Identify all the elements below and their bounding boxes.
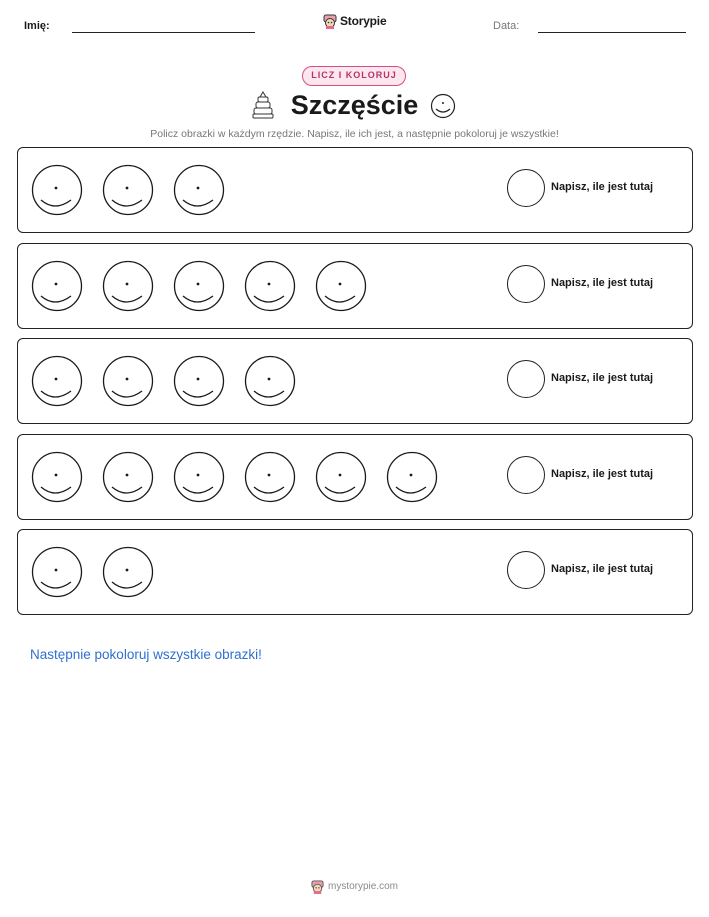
- page-title: Szczęście: [290, 90, 419, 120]
- faces-group: [31, 260, 367, 312]
- faces-group: [31, 451, 438, 503]
- activity-badge: LICZ I KOLORUJ: [302, 66, 406, 86]
- footer-note: Następnie pokoloruj wszystkie obrazki!: [30, 647, 262, 662]
- happy-face-icon[interactable]: [102, 451, 154, 503]
- happy-face-icon[interactable]: [386, 451, 438, 503]
- happy-face-icon[interactable]: [173, 260, 225, 312]
- happy-face-icon[interactable]: [102, 546, 154, 598]
- instructions-text: Policz obrazki w każdym rzędzie. Napisz, ile ich jest, a następnie pokoloruj je wszystkie!: [150, 128, 559, 140]
- name-label: Imię:: [24, 20, 50, 32]
- happy-face-icon[interactable]: [244, 260, 296, 312]
- answer-prompt: Napisz, ile jest tutaj: [551, 276, 654, 289]
- storypie-mascot-icon: [311, 879, 324, 894]
- footer-website: mystorypie.com: [327, 881, 398, 892]
- happy-face-icon[interactable]: [173, 355, 225, 407]
- counting-row: [17, 338, 693, 424]
- happy-face-icon[interactable]: [31, 164, 83, 216]
- answer-circle[interactable]: [507, 456, 545, 494]
- happy-face-icon[interactable]: [173, 164, 225, 216]
- counting-row: [17, 434, 693, 520]
- smiley-icon: [430, 93, 456, 119]
- happy-face-icon[interactable]: [315, 451, 367, 503]
- happy-face-icon[interactable]: [31, 355, 83, 407]
- faces-group: [31, 546, 154, 598]
- date-field-line[interactable]: [538, 32, 686, 33]
- happy-face-icon[interactable]: [102, 164, 154, 216]
- date-label: Data:: [493, 20, 520, 32]
- answer-prompt: Napisz, ile jest tutaj: [551, 467, 654, 480]
- faces-group: [31, 164, 225, 216]
- answer-prompt: Napisz, ile jest tutaj: [551, 372, 654, 384]
- happy-face-icon[interactable]: [102, 355, 154, 407]
- happy-face-icon[interactable]: [244, 451, 296, 503]
- counting-rows: [17, 147, 693, 625]
- counting-row: [17, 147, 693, 233]
- logo-text: Storypie: [340, 14, 387, 28]
- counting-row: [17, 243, 693, 329]
- counting-row: [17, 529, 693, 615]
- happy-face-icon[interactable]: [102, 260, 154, 312]
- storypie-mascot-icon: [323, 13, 337, 29]
- storypie-logo: [323, 13, 386, 29]
- answer-circle[interactable]: [507, 551, 545, 589]
- answer-circle[interactable]: [507, 265, 545, 303]
- happy-face-icon[interactable]: [244, 355, 296, 407]
- page-footer: [0, 879, 709, 894]
- faces-group: [31, 355, 296, 407]
- happy-face-icon[interactable]: [31, 260, 83, 312]
- name-field-line[interactable]: [72, 32, 255, 33]
- title-row: [0, 88, 709, 128]
- happy-face-icon[interactable]: [31, 546, 83, 598]
- answer-circle[interactable]: [507, 360, 545, 398]
- answer-prompt: Napisz, ile jest tutaj: [551, 563, 654, 575]
- happy-face-icon[interactable]: [315, 260, 367, 312]
- happy-face-icon[interactable]: [173, 451, 225, 503]
- worksheet-header: [0, 0, 709, 50]
- answer-circle[interactable]: [507, 169, 545, 207]
- happy-face-icon[interactable]: [31, 451, 83, 503]
- answer-prompt: Napisz, ile jest tutaj: [551, 181, 654, 193]
